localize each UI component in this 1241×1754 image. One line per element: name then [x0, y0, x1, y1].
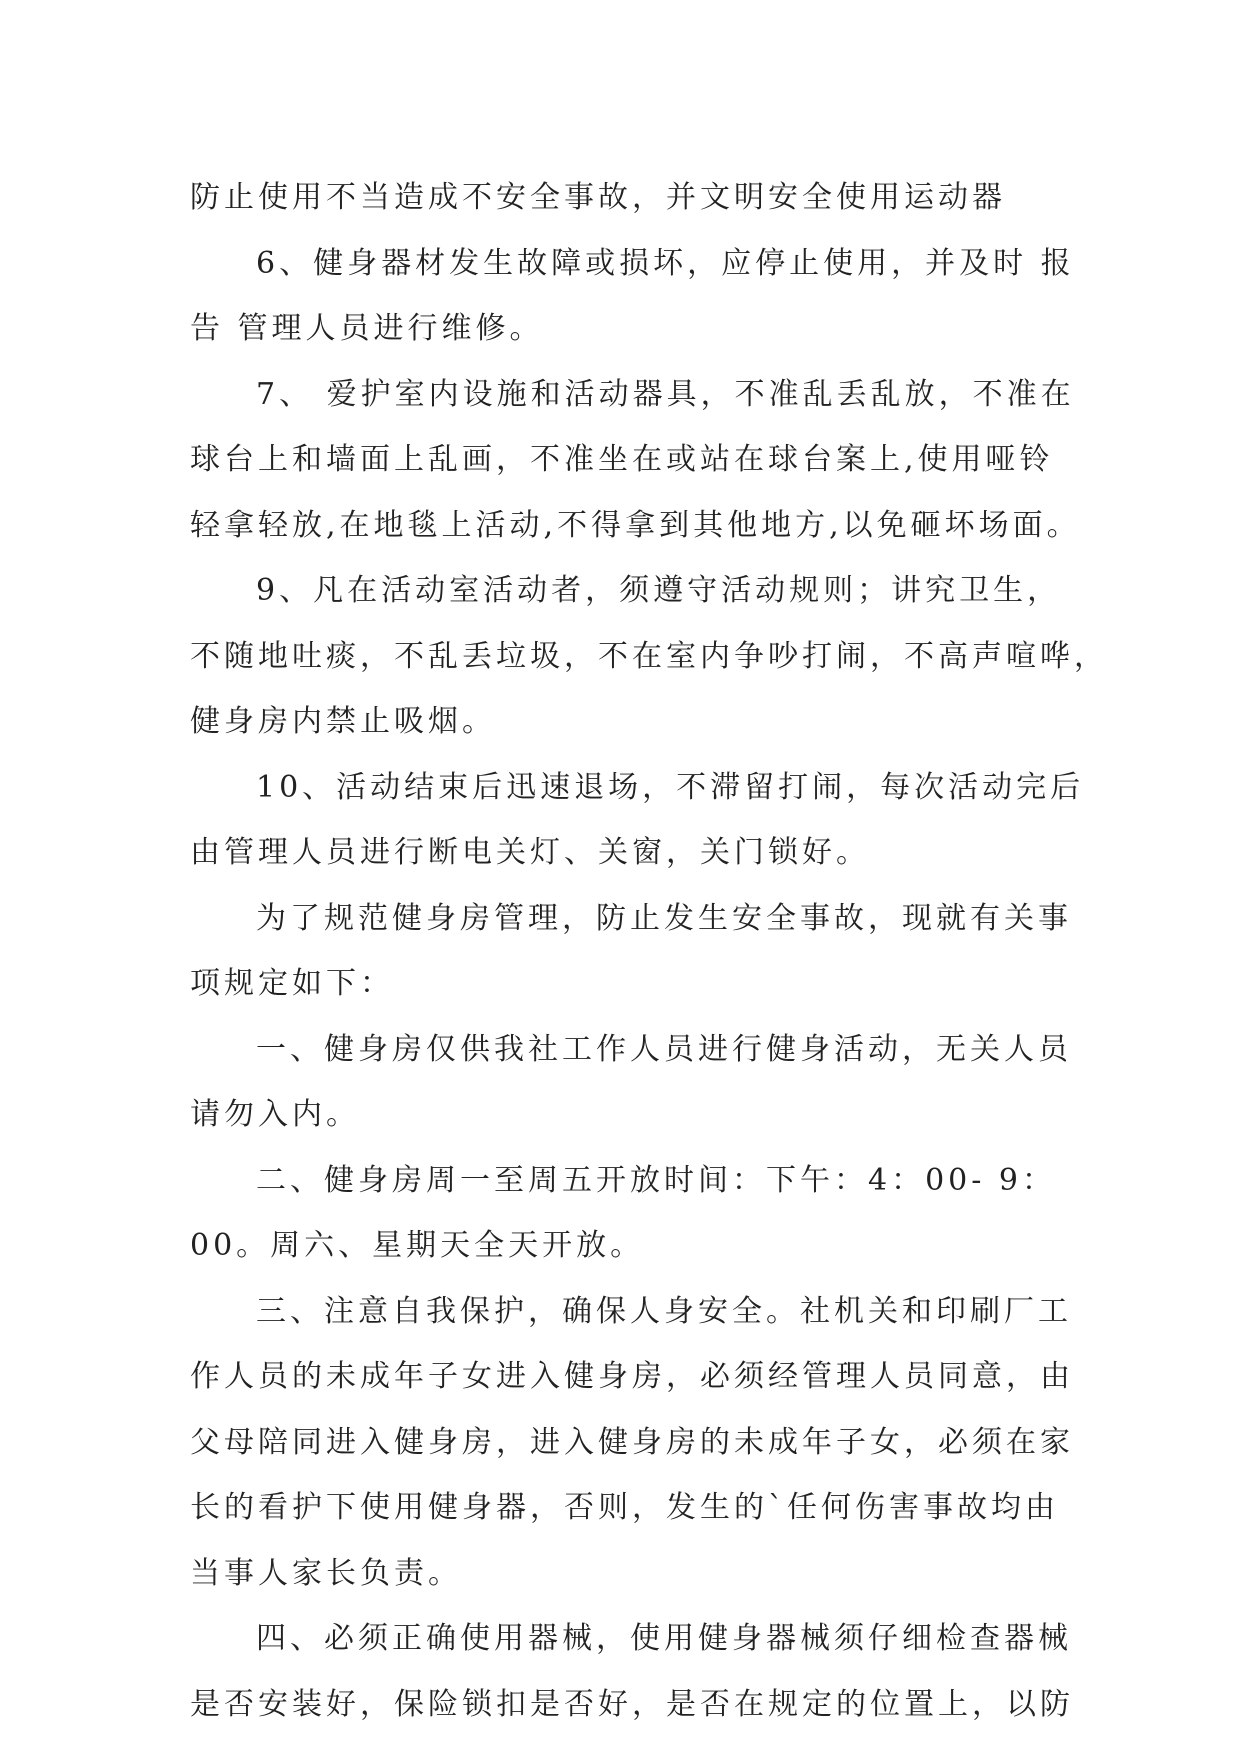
text-line: 父母陪同进入健身房，进入健身房的未成年子女，必须在家 [190, 1424, 1074, 1460]
text-line: 作人员的未成年子女进入健身房，必须经管理人员同意，由 [190, 1359, 1074, 1394]
text-line: 三、注意自我保护，确保人身安全。社机关和印刷厂工 [256, 1293, 1072, 1329]
text-line: 6、健身器材发生故障或损坏，应停止使用，并及时 报 [256, 245, 1075, 281]
text-line: 项规定如下： [190, 966, 394, 1001]
text-line: 当事人家长负责。 [190, 1555, 462, 1591]
text-line: 00。周六、星期天全天开放。 [190, 1228, 645, 1263]
text-line: 健身房内禁止吸烟。 [190, 704, 496, 739]
text-line: 9、凡在活动室活动者，须遵守活动规则；讲究卫生， [256, 573, 1062, 608]
text-line: 轻拿轻放,在地毯上活动,不得拿到其他地方,以免砸坏场面。 [190, 507, 1081, 543]
text-line: 球台上和墙面上乱画，不准坐在或站在球台案上,使用哑铃 [190, 442, 1054, 477]
text-line: 告 管理人员进行维修。 [190, 311, 544, 346]
text-line: 请勿入内。 [190, 1097, 360, 1132]
text-line: 四、必须正确使用器械，使用健身器械须仔细检查器械 [256, 1621, 1072, 1656]
text-line: 一、健身房仅供我社工作人员进行健身活动，无关人员 [256, 1031, 1072, 1067]
text-line: 长的看护下使用健身器，否则，发生的`任何伤害事故均由 [190, 1490, 1059, 1525]
text-line: 10、活动结束后迅速退场，不滞留打闹，每次活动完后 [256, 769, 1085, 805]
text-line: 二、健身房周一至周五开放时间：下午：4：00- 9： [256, 1162, 1057, 1198]
text-line: 为了规范健身房管理，防止发生安全事故，现就有关事 [256, 900, 1072, 936]
text-line: 7、 爱护室内设施和活动器具，不准乱丢乱放，不准在 [256, 376, 1075, 412]
text-line: 是否安装好，保险锁扣是否好，是否在规定的位置上，以防 [190, 1686, 1074, 1722]
text-line: 防止使用不当造成不安全事故，并文明安全使用运动器 [190, 180, 1006, 215]
text-line: 由管理人员进行断电关灯、关窗，关门锁好。 [190, 835, 870, 870]
document-body [190, 165, 1108, 1737]
text-line: 不随地吐痰，不乱丢垃圾，不在室内争吵打闹，不高声喧哗， [190, 638, 1108, 674]
